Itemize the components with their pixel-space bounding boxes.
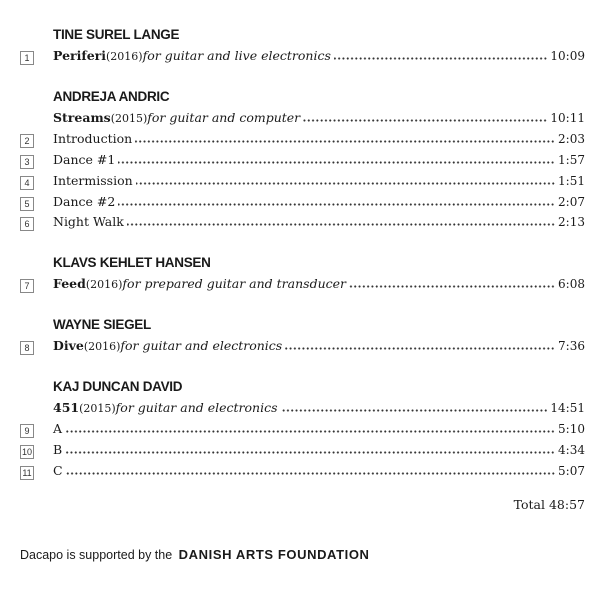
track-number-box: 6: [20, 217, 34, 231]
work-title: 451: [53, 400, 80, 416]
track-number-box: 1: [20, 51, 34, 65]
dot-leader: [127, 223, 555, 226]
composer-name: WAYNE SIEGEL: [53, 317, 151, 333]
dot-leader: [118, 203, 555, 206]
movement-row: [53, 463, 585, 483]
dot-leader: [285, 347, 555, 350]
dot-leader: [118, 161, 555, 164]
composer-name: TINE SUREL LANGE: [53, 27, 180, 42]
track-number-box: 10: [21, 446, 32, 457]
work-title: Streams: [53, 109, 111, 125]
track-duration: 5:10: [558, 422, 585, 436]
work-description: for guitar and live electronics: [142, 48, 331, 63]
track-duration: 6:08: [558, 277, 585, 292]
track-duration: 1:51: [558, 173, 585, 188]
dot-leader: [281, 409, 548, 412]
movement-title: Night Walk: [53, 214, 124, 230]
track-duration: 2:03: [558, 131, 585, 146]
track-number-box: 8: [20, 341, 34, 355]
dot-leader: [65, 451, 555, 454]
composer-name: ANDREJA ANDRIC: [53, 88, 170, 104]
movement-title: Dance #2: [53, 193, 116, 209]
track-duration: 2:07: [558, 194, 585, 209]
track-number-box: 2: [20, 134, 34, 148]
track-duration: 5:07: [558, 463, 585, 478]
track-duration: 10:09: [550, 49, 585, 63]
track-duration: 14:51: [550, 401, 585, 416]
movement-row: [53, 152, 585, 172]
footer-text: Dacapo is supported by the: [20, 548, 173, 562]
track-number-box: 7: [20, 279, 34, 293]
dot-leader: [334, 57, 548, 60]
movement-title: C: [53, 462, 63, 478]
movement-title: Intermission: [53, 172, 133, 188]
work-row: [53, 48, 585, 68]
movement-row: [53, 421, 585, 441]
track-duration: 10:11: [550, 110, 585, 125]
dot-leader: [349, 285, 555, 288]
track-duration: 7:36: [558, 339, 585, 354]
work-title: Dive: [53, 338, 84, 354]
movement-title: Introduction: [53, 130, 133, 146]
work-title: Feed: [53, 276, 86, 292]
work-title: Periferi: [53, 48, 107, 63]
work-row: [53, 338, 585, 358]
dot-leader: [66, 472, 555, 475]
track-duration: 2:13: [558, 215, 585, 230]
foundation-name: DANISH ARTS FOUNDATION: [178, 547, 370, 562]
track-number-box: 3: [20, 155, 34, 169]
work-description: for guitar and electronics: [115, 400, 278, 416]
movement-title: B: [53, 441, 63, 457]
work-year: (2016): [83, 340, 121, 354]
track-duration: 4:34: [558, 442, 585, 457]
work-row: [53, 110, 585, 130]
composer-name: KLAVS KEHLET HANSEN: [53, 255, 211, 271]
track-duration: 1:57: [558, 152, 585, 167]
total-duration: Total 48:57: [513, 497, 585, 512]
track-number-box: 11: [20, 466, 34, 480]
movement-row: [53, 173, 585, 193]
work-row: [53, 400, 585, 420]
work-year: (2016): [106, 50, 143, 63]
movement-title: Dance #1: [53, 151, 116, 167]
dot-leader: [65, 430, 555, 433]
movement-row: [53, 131, 585, 151]
work-year: (2015): [79, 402, 116, 416]
work-description: for prepared guitar and transducer: [122, 276, 346, 292]
footer: [20, 547, 370, 562]
movement-row: [53, 442, 585, 462]
dot-leader: [135, 140, 555, 143]
movement-title: A: [53, 421, 63, 436]
dot-leader: [303, 119, 547, 122]
movement-row: [53, 214, 585, 234]
dot-leader: [136, 182, 555, 185]
work-description: for guitar and computer: [147, 109, 301, 125]
track-number-box: 9: [20, 424, 34, 438]
work-description: for guitar and electronics: [120, 338, 283, 354]
track-number-box: 4: [20, 176, 34, 190]
movement-row: [53, 194, 585, 214]
track-number-box: 5: [20, 197, 34, 211]
work-year: (2015): [110, 111, 148, 125]
composer-name: KAJ DUNCAN DAVID: [53, 379, 183, 395]
work-row: [53, 276, 585, 296]
work-year: (2016): [85, 278, 123, 292]
